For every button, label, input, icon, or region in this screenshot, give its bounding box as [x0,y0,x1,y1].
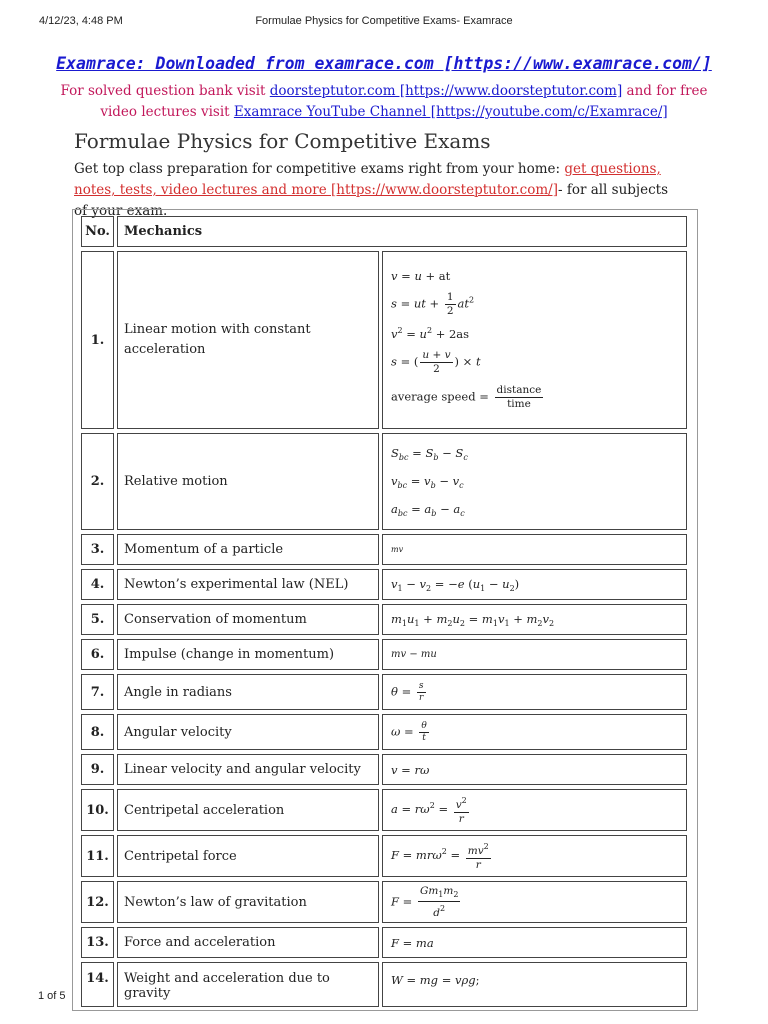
formula-s-ut: s = ut + $\frac{1}{2}$ $at^2$ [391,291,475,317]
row-formula [382,639,687,670]
formula-linear-angular-velocity: v = rω [391,762,430,777]
promo-text-1: For solved question bank visit [60,83,266,99]
promo-text-2: and for free video lectures visit [100,83,708,120]
youtube-channel-link[interactable]: Examrace YouTube Channel [https://youtube.com/c/Examrace/] [233,104,668,120]
row-number: 13. [81,927,114,958]
doorsteptutor-link[interactable]: doorsteptutor.com [https://www.doorsteptutor.com] [269,83,623,99]
row-formula [382,962,687,1007]
col-topic-header: Mechanics [117,216,687,247]
page-title: Formulae Physics for Competitive Exams [74,129,491,153]
formula-s-avg: s = ( $\frac{u + v}{2}$ ) × t [391,349,481,375]
row-number: 7. [81,674,114,710]
formula-centripetal-force: F = mrω$^2$ = $\frac{mv^2}{r}$ [391,842,489,871]
promo-text [60,81,708,123]
row-topic: Centripetal force [117,835,379,877]
row-formula [382,534,687,565]
formula-impulse: mv − mu [391,649,437,660]
table-row [81,569,690,600]
print-page-title: Formulae Physics for Competitive Exams- Examrace [255,15,513,27]
row-number: 5. [81,604,114,635]
row-topic: Newton’s experimental law (NEL) [117,569,379,600]
row-number: 14. [81,962,114,1007]
row-formula [382,714,687,750]
page-counter: 1 of 5 [38,990,66,1002]
row-formula [382,433,687,530]
row-formula [382,251,687,429]
row-formula [382,674,687,710]
intro-link[interactable]: get questions, notes, tests, video lectures and more [https://www.doorsteptutor.com/] [74,161,661,198]
distance-label: distance [496,384,542,396]
formula-average-speed [391,384,545,411]
row-number: 1. [81,251,114,429]
formula-angle-radians: θ = $\frac{s}{r}$ [391,680,424,703]
intro-text-1: Get top class preparation for competitive exams right from your home: [74,161,561,177]
formula-centripetal-acceleration: $a = r\omega^2$ = $\frac{v^2}{r}$ [391,796,467,825]
table-row [81,754,690,785]
row-topic: Relative motion [117,433,379,530]
row-formula [382,789,687,831]
row-topic: Linear velocity and angular velocity [117,754,379,785]
row-number: 9. [81,754,114,785]
time-label: time [507,398,531,410]
row-topic: Momentum of a particle [117,534,379,565]
col-no-header: No. [81,216,114,247]
row-topic: Linear motion with constant acceleration [117,251,379,429]
formula-conservation-momentum: $m_1u_1 + m_2u_2 = m_1v_1 + m_2v_2$ [391,611,555,628]
table-row [81,604,690,635]
row-topic: Impulse (change in momentum) [117,639,379,670]
formula-force-acceleration: F = ma [391,935,434,950]
formula-v2-u2: $v^2 = u^2 + 2as$ [391,326,470,341]
table-row [81,674,690,710]
row-topic: Conservation of momentum [117,604,379,635]
print-datetime: 4/12/23, 4:48 PM [39,15,123,27]
row-topic: Centripetal acceleration [117,789,379,831]
row-number: 4. [81,569,114,600]
row-topic: Angle in radians [117,674,379,710]
intro-text-2: - for all subjects of your exam. [74,182,669,219]
formula-momentum: mv [391,545,404,554]
table-row [81,927,690,958]
row-formula [382,604,687,635]
table-row [81,881,690,923]
row-formula [382,881,687,923]
table-row [81,639,690,670]
formula-gravitation: F = $\frac{Gm_1m_2}{d^2}$ [391,884,459,919]
row-formula [382,754,687,785]
table-row [81,251,690,429]
row-topic: Force and acceleration [117,927,379,958]
table-row [81,789,690,831]
row-number: 8. [81,714,114,750]
formula-relative-acceleration: $a_{bc} = a_b - a_c$ [391,501,465,518]
examrace-banner-link[interactable]: Examrace: Downloaded from examrace.com [https://www.examrace.com/] [56,54,712,73]
table-row [81,534,690,565]
formula-nel: $v_1 - v_2 = -e$ $(u_1 - u_2)$ [391,576,520,593]
formula-relative-velocity: $v_{bc} = v_b - v_c$ [391,473,464,490]
formula-weight: W = mg = vρg; [391,973,480,987]
row-number: 3. [81,534,114,565]
average-speed-label: average speed = [391,389,489,404]
row-topic: Angular velocity [117,714,379,750]
table-row [81,433,690,530]
table-row [81,962,690,1007]
table-row [81,835,690,877]
row-number: 6. [81,639,114,670]
row-number: 10. [81,789,114,831]
row-topic: Newton’s law of gravitation [117,881,379,923]
table-row [81,714,690,750]
row-formula [382,927,687,958]
formula-relative-displacement: $S_{bc} = S_b - S_c$ [391,445,468,462]
table-header-row [81,216,690,247]
row-formula [382,569,687,600]
row-number: 11. [81,835,114,877]
formula-table [72,209,698,1011]
row-number: 2. [81,433,114,530]
formula-angular-velocity: ω = $\frac{\theta}{t}$ [391,720,427,743]
row-number: 12. [81,881,114,923]
row-topic: Weight and acceleration due to gravity [117,962,379,1007]
row-formula [382,835,687,877]
formula-v-u-at: v = u + at [391,269,451,283]
